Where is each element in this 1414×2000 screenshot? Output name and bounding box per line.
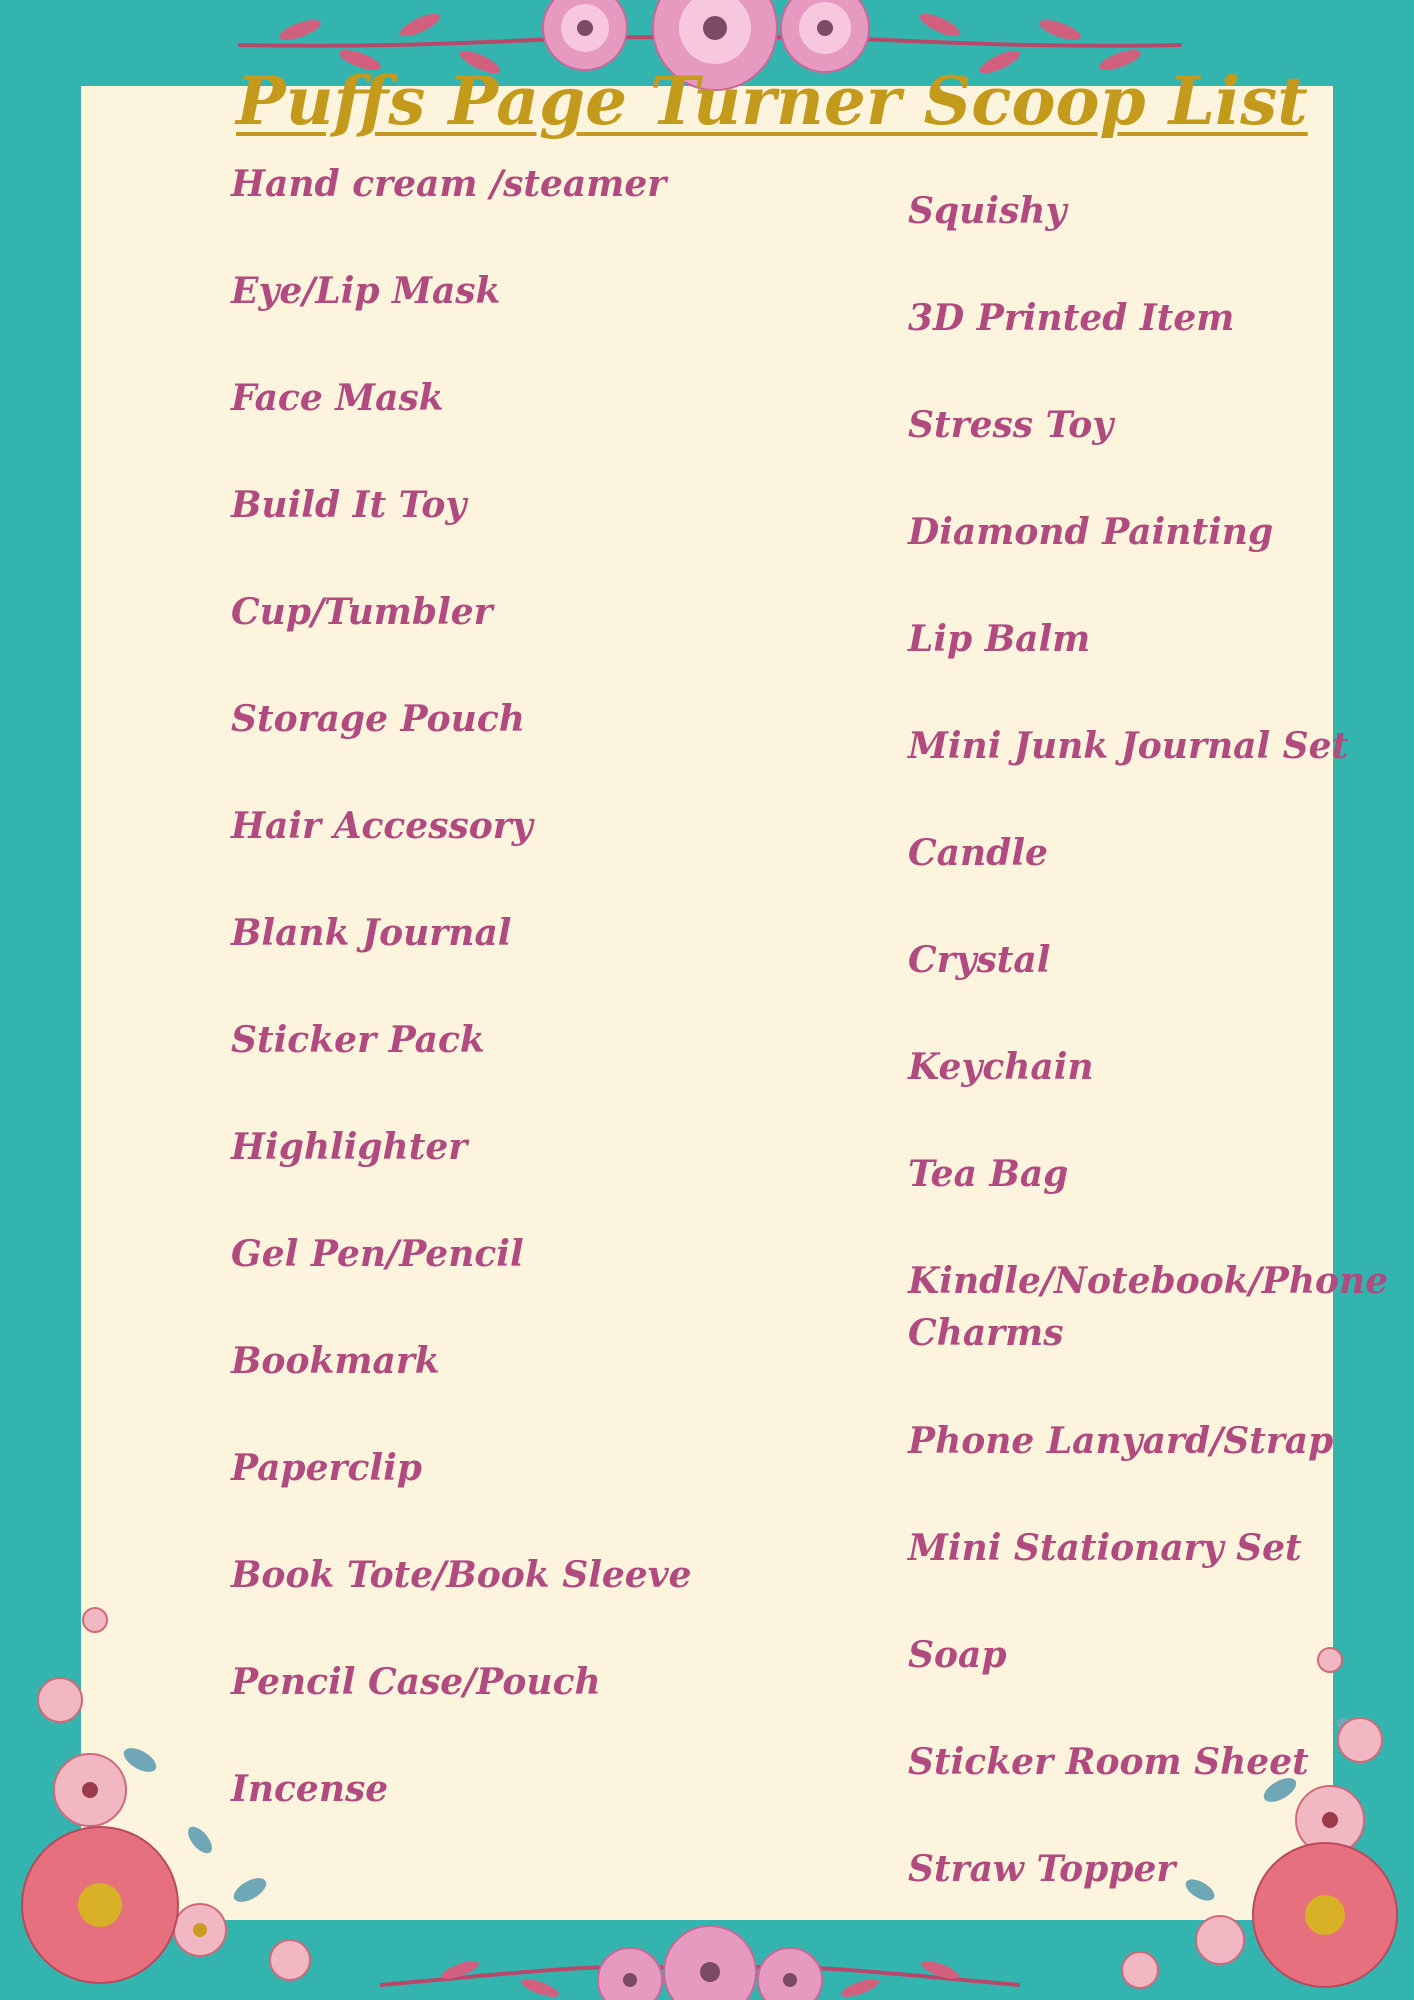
list-item: Charms — [908, 1312, 1064, 1354]
list-item: Soap — [908, 1634, 1007, 1676]
list-item: Mini Junk Journal Set — [908, 725, 1349, 767]
list-item: Build It Toy — [231, 484, 467, 526]
list-item: Keychain — [908, 1046, 1094, 1088]
list-item: Phone Lanyard/Strap — [908, 1420, 1334, 1462]
list-item: Hair Accessory — [231, 805, 533, 847]
list-item: Book Tote/Book Sleeve — [231, 1554, 692, 1596]
list-item: Blank Journal — [231, 912, 512, 954]
page-title: Puffs Page Turner Scoop List — [236, 62, 1308, 140]
list-item: Face Mask — [231, 377, 444, 419]
list-item: Sticker Pack — [231, 1019, 485, 1061]
list-item: Cup/Tumbler — [231, 591, 493, 633]
list-item: Lip Balm — [908, 618, 1091, 660]
list-item: Stress Toy — [908, 404, 1114, 446]
list-item: Tea Bag — [908, 1153, 1069, 1195]
list-item: Candle — [908, 832, 1048, 874]
list-item: Squishy — [908, 190, 1067, 232]
list-item: Diamond Painting — [908, 511, 1274, 553]
list-item: Eye/Lip Mask — [231, 270, 501, 312]
list-item: Sticker Room Sheet — [908, 1741, 1309, 1783]
list-item: Highlighter — [231, 1126, 468, 1168]
list-item: Bookmark — [231, 1340, 440, 1382]
floral-bottom-right-icon — [1080, 1640, 1414, 2000]
list-item: Straw Topper — [908, 1848, 1176, 1890]
list-item: Paperclip — [231, 1447, 422, 1489]
list-item: Incense — [231, 1768, 389, 1810]
list-item: Kindle/Notebook/Phone — [908, 1260, 1389, 1302]
floral-bottom-center-icon — [380, 1900, 1020, 2000]
list-item: 3D Printed Item — [908, 297, 1235, 339]
list-item: Hand cream /steamer — [231, 163, 667, 205]
list-item: Storage Pouch — [231, 698, 525, 740]
list-item: Mini Stationary Set — [908, 1527, 1302, 1569]
list-item: Gel Pen/Pencil — [231, 1233, 524, 1275]
list-item: Pencil Case/Pouch — [231, 1661, 601, 1703]
list-item: Crystal — [908, 939, 1051, 981]
